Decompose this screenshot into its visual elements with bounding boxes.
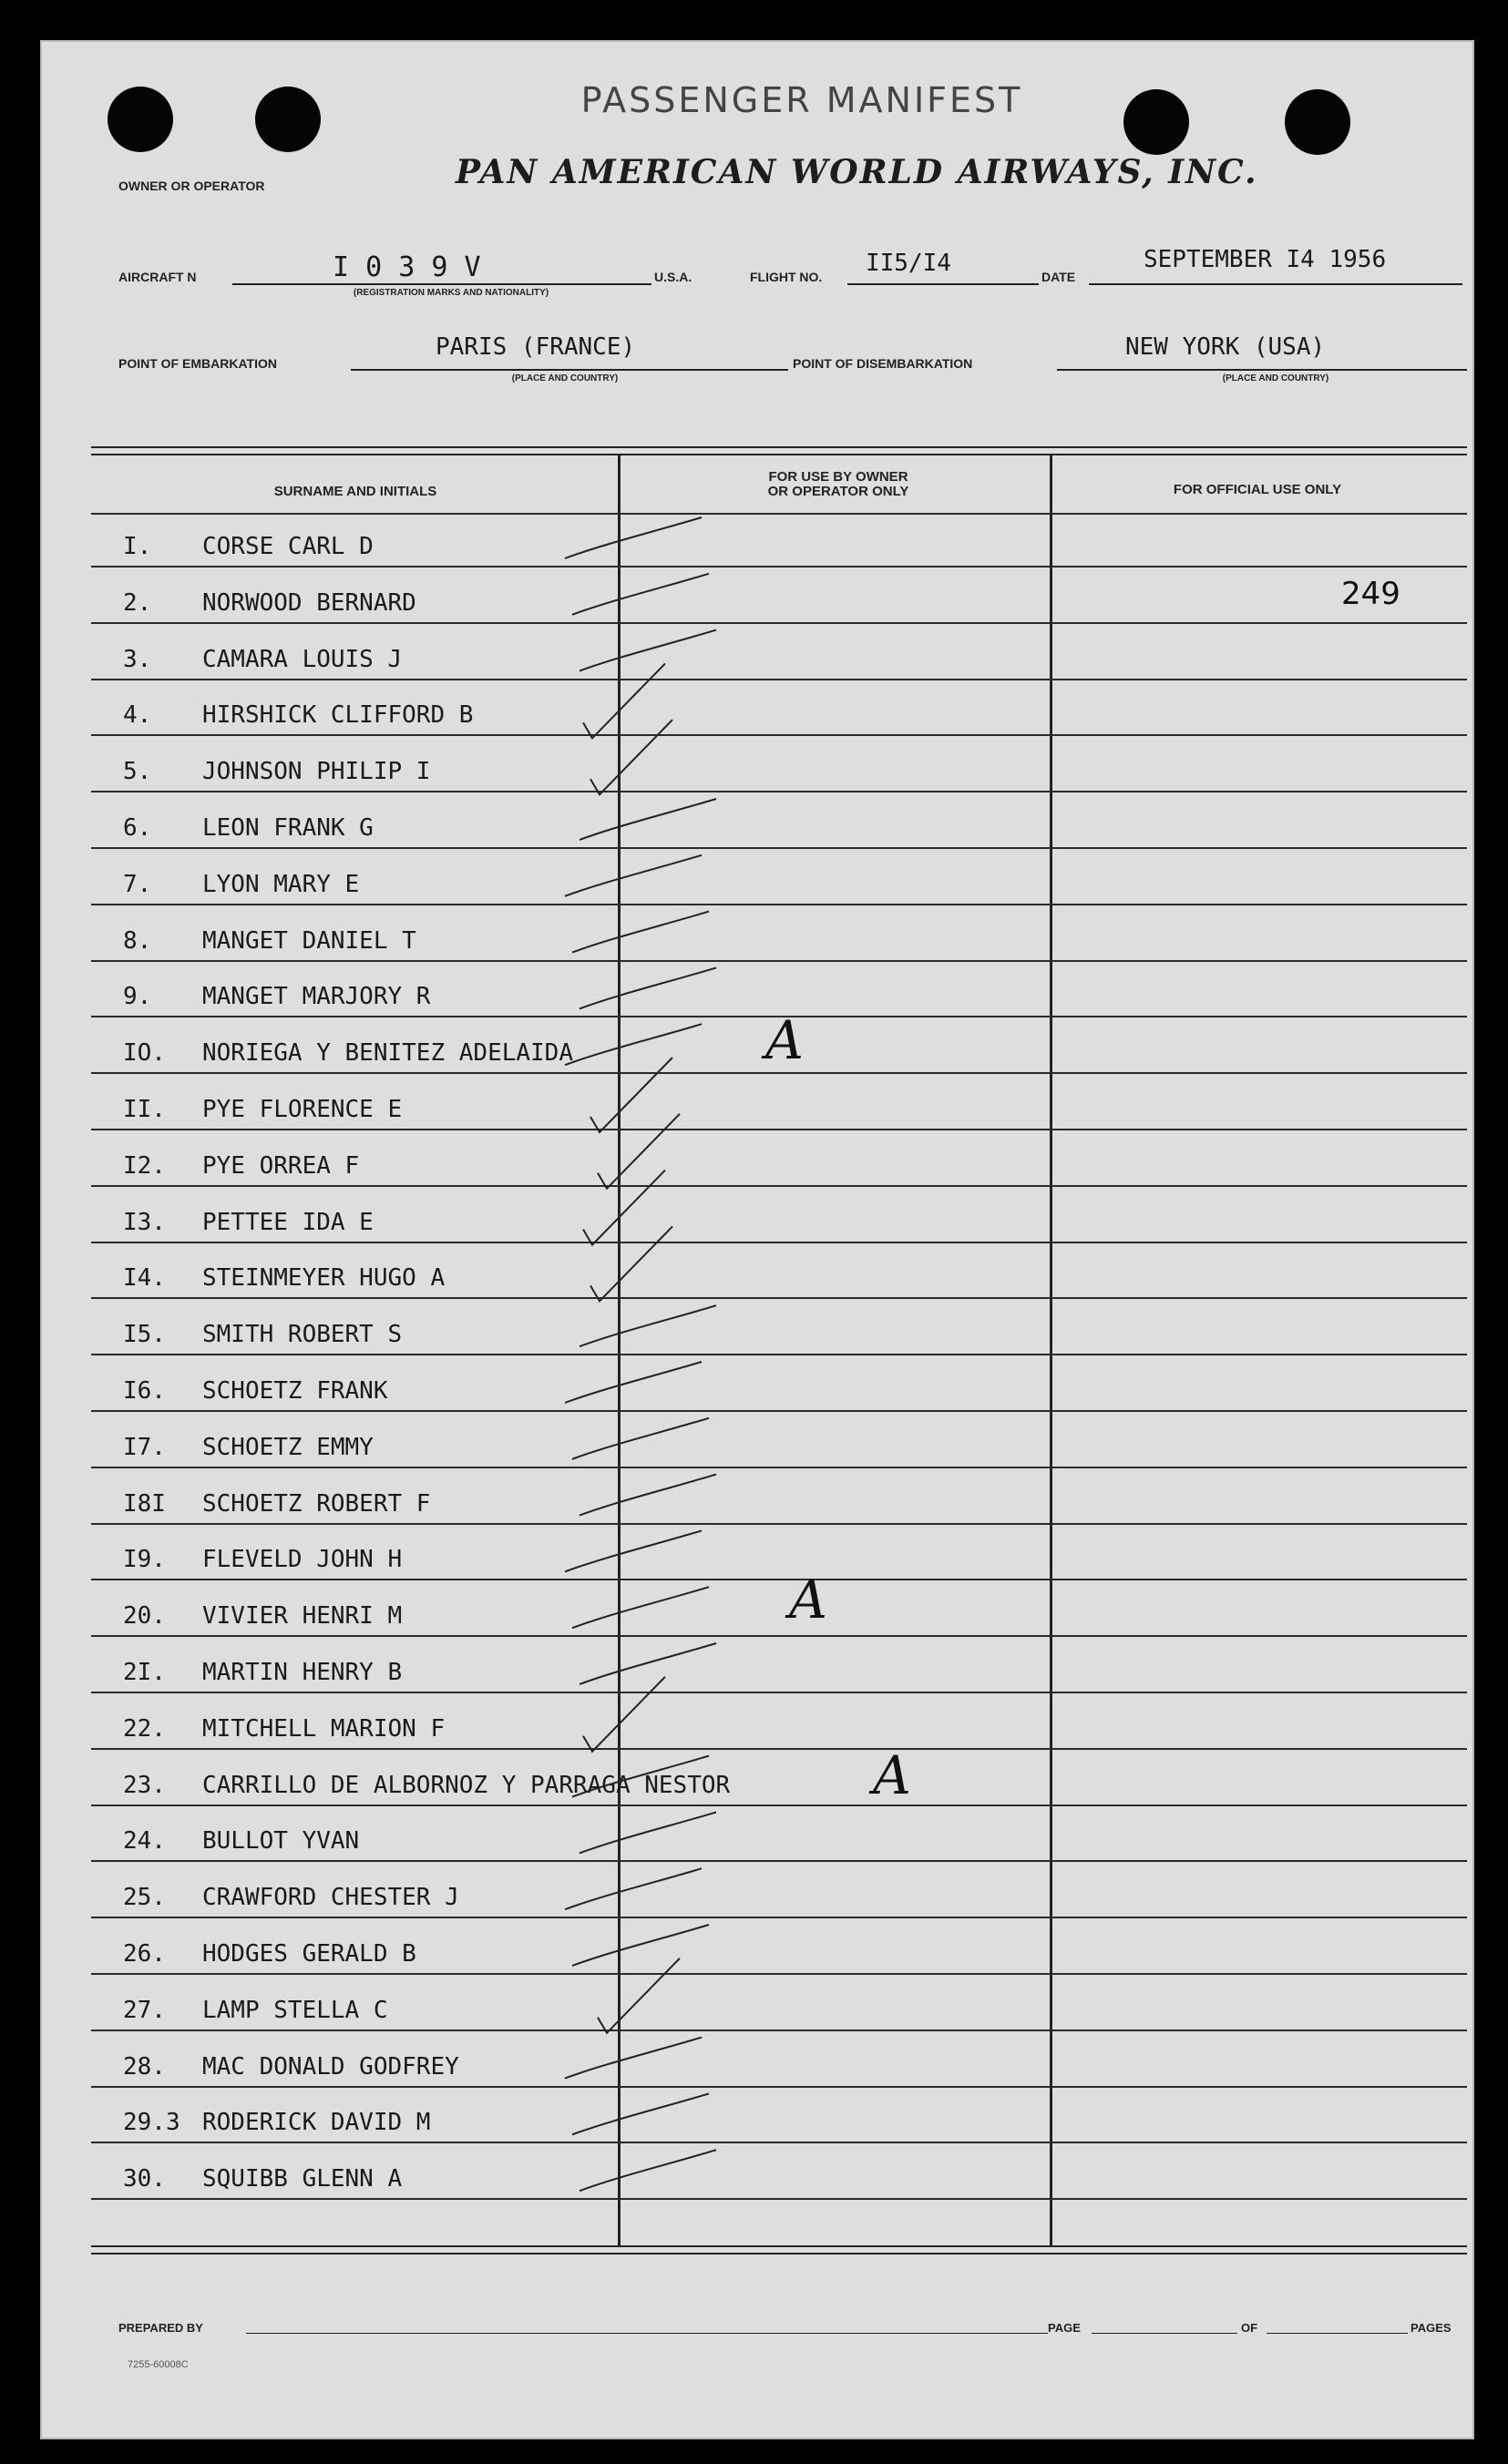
check-mark <box>572 2093 709 2134</box>
passenger-name: BULLOT YVAN <box>202 1827 360 1856</box>
check-mark <box>565 1868 702 1909</box>
passenger-name: MAC DONALD GODFREY <box>202 2052 459 2081</box>
check-mark <box>565 517 702 558</box>
passenger-name: SMITH ROBERT S <box>202 1321 403 1349</box>
passenger-number: 29.3 <box>123 2109 180 2137</box>
column-header-surname: SURNAME AND INITIALS <box>273 484 437 499</box>
of-label: OF <box>1241 2321 1258 2335</box>
passenger-number: II. <box>123 1096 166 1123</box>
check-mark <box>580 1305 716 1346</box>
flight-label: FLIGHT NO. <box>750 270 823 284</box>
passenger-name: VIVIER HENRI M <box>202 1602 403 1631</box>
embark-value: PARIS (FRANCE) <box>436 333 636 361</box>
embark-caption: (PLACE AND COUNTRY) <box>511 373 619 383</box>
column-header-owner-use-line-2: OR OPERATOR ONLY <box>767 484 909 499</box>
disembark-label: POINT OF DISEMBARKATION <box>793 356 973 371</box>
passenger-name: SCHOETZ ROBERT F <box>202 1489 431 1518</box>
check-mark <box>598 1114 680 1189</box>
form-number: 7255-60008C <box>128 2359 189 2370</box>
passenger-name: RODERICK DAVID M <box>202 2109 431 2137</box>
passenger-number: I5. <box>123 1321 166 1349</box>
passenger-number: 22. <box>123 1714 166 1743</box>
passenger-number: 2I. <box>123 1659 166 1686</box>
passenger-name: FLEVELD JOHN H <box>202 1546 403 1574</box>
check-mark <box>580 1643 716 1684</box>
passenger-name: HIRSHICK CLIFFORD B <box>202 701 474 730</box>
passenger-name: SCHOETZ EMMY <box>202 1433 374 1461</box>
passenger-number: I2. <box>123 1151 166 1180</box>
passenger-name: CAMARA LOUIS J <box>202 645 403 673</box>
check-mark <box>565 1530 702 1571</box>
passenger-name: MANGET MARJORY R <box>202 983 431 1011</box>
official-number: 249 <box>1341 576 1400 612</box>
passenger-name: MITCHELL MARION F <box>202 1714 446 1743</box>
passenger-number: 27. <box>123 1996 166 2024</box>
owner-label: OWNER OR OPERATOR <box>118 179 265 193</box>
passenger-number: 4. <box>123 701 152 730</box>
prepared-by-underline <box>246 2333 1048 2334</box>
prepared-by-label: PREPARED BY <box>118 2321 203 2335</box>
passenger-number: 6. <box>123 814 152 842</box>
passenger-number: I9. <box>123 1546 166 1574</box>
passenger-name: LYON MARY E <box>202 870 360 898</box>
column-header-official: FOR OFFICIAL USE ONLY <box>1173 482 1342 497</box>
passenger-number: I. <box>123 533 152 560</box>
company-name: PAN AMERICAN WORLD AIRWAYS, INC. <box>456 153 1258 191</box>
page-title: PASSENGER MANIFEST <box>580 80 1023 120</box>
passenger-number: 3. <box>123 645 152 673</box>
passenger-number: 7. <box>123 870 152 898</box>
check-mark <box>572 912 709 953</box>
check-mark <box>572 1925 709 1966</box>
passenger-number: 8. <box>123 926 152 955</box>
aircraft-label: AIRCRAFT N <box>118 270 197 284</box>
passenger-number: 20. <box>123 1602 166 1631</box>
handwritten-a-row-10: A <box>765 1009 804 1071</box>
check-mark <box>572 1756 709 1797</box>
passenger-name: NORIEGA Y BENITEZ ADELAIDA <box>202 1039 573 1068</box>
table-bottom-rule <box>91 2245 1467 2254</box>
aircraft-value: I 0 3 9 V <box>333 251 481 283</box>
disembark-caption: (PLACE AND COUNTRY) <box>1222 373 1329 383</box>
passenger-number: 24. <box>123 1827 166 1856</box>
check-mark <box>580 799 716 840</box>
check-mark <box>590 1058 672 1132</box>
passenger-name: LAMP STELLA C <box>202 1996 388 2024</box>
passenger-name: CARRILLO DE ALBORNOZ Y PARRAGA NESTOR <box>202 1771 731 1799</box>
passenger-number: 30. <box>123 2165 166 2193</box>
usa-label: U.S.A. <box>654 270 692 284</box>
check-mark <box>580 2150 716 2191</box>
check-mark <box>565 1362 702 1403</box>
passenger-name: SQUIBB GLENN A <box>202 2165 403 2193</box>
check-mark <box>580 1812 716 1853</box>
passenger-name: JOHNSON PHILIP I <box>202 758 431 786</box>
passenger-number: I6. <box>123 1377 166 1405</box>
passenger-name: LEON FRANK G <box>202 814 374 842</box>
passenger-number: I3. <box>123 1208 166 1236</box>
passenger-name: STEINMEYER HUGO A <box>202 1264 446 1293</box>
passenger-number: 28. <box>123 2052 166 2081</box>
check-mark <box>583 1677 665 1752</box>
passenger-number: 23. <box>123 1771 166 1799</box>
check-mark <box>580 630 716 671</box>
check-mark <box>580 967 716 1008</box>
passenger-name: MARTIN HENRY B <box>202 1659 403 1686</box>
page-underline <box>1092 2333 1237 2334</box>
of-underline <box>1267 2333 1408 2334</box>
flight-value: II5/I4 <box>866 250 951 277</box>
disembark-value: NEW YORK (USA) <box>1125 333 1326 361</box>
check-mark <box>583 1171 665 1245</box>
check-mark <box>598 1958 680 2033</box>
passenger-name: PYE FLORENCE E <box>202 1096 403 1123</box>
passenger-name: CORSE CARL D <box>202 533 374 560</box>
date-label: DATE <box>1041 270 1076 284</box>
passenger-number: IO. <box>123 1039 166 1068</box>
passenger-number: 2. <box>123 588 152 617</box>
passenger-name: PETTEE IDA E <box>202 1208 374 1236</box>
passenger-name: HODGES GERALD B <box>202 1940 416 1968</box>
passenger-number: I8I <box>123 1489 166 1518</box>
check-mark <box>590 720 672 794</box>
passenger-number: 9. <box>123 983 152 1011</box>
handwritten-a-row-23: A <box>873 1744 911 1806</box>
passenger-name: MANGET DANIEL T <box>202 926 416 955</box>
passenger-number: 25. <box>123 1884 166 1912</box>
check-mark <box>565 1024 702 1065</box>
date-value: SEPTEMBER I4 1956 <box>1144 246 1387 273</box>
check-mark <box>580 1475 716 1516</box>
check-mark <box>572 574 709 615</box>
passenger-name: SCHOETZ FRANK <box>202 1377 388 1405</box>
passenger-name: PYE ORREA F <box>202 1151 360 1180</box>
check-mark <box>565 855 702 896</box>
passenger-name: NORWOOD BERNARD <box>202 588 416 617</box>
check-mark <box>590 1226 672 1301</box>
check-mark <box>565 2038 702 2079</box>
check-mark <box>572 1587 709 1628</box>
column-header-owner-use-line-1: FOR USE BY OWNER <box>768 469 908 485</box>
pages-label: PAGES <box>1411 2321 1452 2335</box>
passenger-name: CRAWFORD CHESTER J <box>202 1884 459 1912</box>
embark-label: POINT OF EMBARKATION <box>118 356 277 371</box>
passenger-number: I4. <box>123 1264 166 1293</box>
check-mark <box>583 663 665 738</box>
passenger-number: I7. <box>123 1433 166 1461</box>
passenger-number: 26. <box>123 1940 166 1968</box>
page-label: PAGE <box>1048 2321 1081 2335</box>
handwritten-a-row-20: A <box>789 1569 827 1631</box>
aircraft-caption: (REGISTRATION MARKS AND NATIONALITY) <box>353 288 549 298</box>
check-mark <box>572 1418 709 1459</box>
passenger-number: 5. <box>123 758 152 786</box>
